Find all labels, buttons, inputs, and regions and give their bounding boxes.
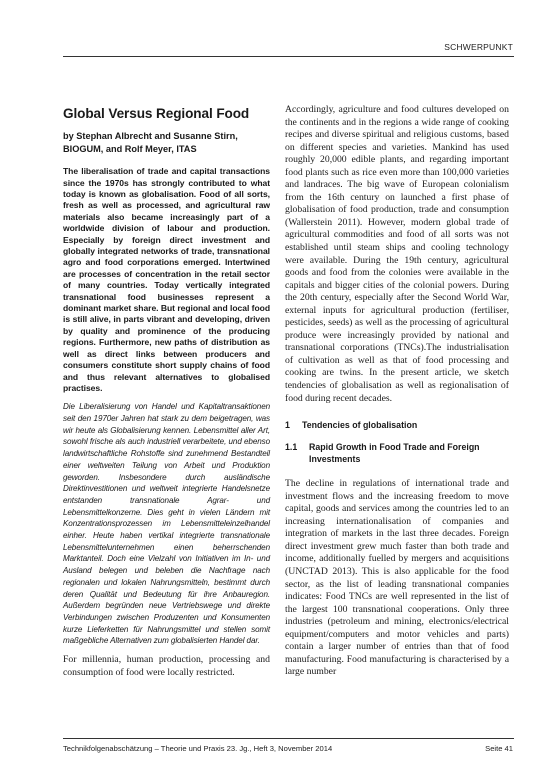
right-column	[285, 104, 509, 679]
article-authors: by Stephan Albrecht and Susanne Stirn, BIOGUM, and Rolf Meyer, ITAS	[63, 131, 238, 154]
page-number: Seite 41	[485, 744, 513, 753]
subsection-title: Rapid Growth in Food Trade and Foreign Investments	[309, 442, 480, 465]
abstract-german: Die Liberalisierung von Handel und Kapitaltransaktionen seit den 1970er Jahren hat stark zu dem beigetragen, was wir heute als Globalisierung kennen. Lebensmittel aller Art, sowohl frische als auch industriell verarbeitete, und ebenso landwirtschaftliche Rohstoffe sind zunehmend Bestandteil einer weltweiten Teilung von Arbeit und Produktion geworden. Insbesondere durch ausländische Direktinvestitionen und weltweit integrierte Handelsnetze entstanden transnationale Agrar- und Lebensmittelkonzerne. Dies geht in vielen Ländern mit Konzentrationsprozessen im Lebensmitteleinzelhandel einher. Heute haben vertikal integrierte transnationale Lebensmittelunternehmen einen beherrschenden Marktanteil. Doch eine Vielzahl von Initiativen im In- und Ausland belegen und beleben die Nachfrage nach regionalen und lokalen Nahrungsmitteln, bestimmt durch deren Qualität und Bedeutung für ihre Anbauregion. Außerdem begründen neue Vertriebswege und direkte Verbindungen zwischen Produzenten und Konsumenten kurze Lieferketten für Nahrungsmittel und stellen somit maßgebliche Alternativen zum globalisierten Handel dar.	[63, 402, 270, 646]
abstract-english: The liberalisation of trade and capital transactions since the 1970s has strongly contributed to what today is known as globalisation. Food of all sorts, fresh as well as processed, and agricultural raw materials also became increasingly part of a worldwide division of labour and production. Especially by foreign direct investment and globally integrated networks of trade, transnational agro and food corporations emerged. Intertwined are processes of concentration in the retail sector of many countries. Today vertically integrated transnational food businesses represent a dominant market share. But regional and local food is still alive, in parts vibrant and developing, driven by quality and prominence of the producing regions. Furthermore, new paths of distribution as well as direct links between producers and consumers constitute short supply chains of food and thus relevant alternatives to globalised practises.	[63, 166, 270, 393]
section-heading-1	[285, 420, 509, 430]
footer-divider	[63, 738, 514, 739]
left-column	[63, 106, 270, 679]
section-label: SCHWERPUNKT	[444, 42, 513, 52]
journal-citation: Technikfolgenabschätzung – Theorie und Praxis 23. Jg., Heft 3, November 2014	[63, 744, 333, 753]
intro-paragraph-continued: Accordingly, agriculture and food cultures developed on the continents and in the regions a wide range of cooking recipes and diverse spiritual and religious customs, based on different species and varieties. Mankind has used roughly 20,000 edible plants, and regarding important food plants such as rice even more than 100,000 varieties and landraces. The big wave of European colonialism from the 16th century on launched a first phase of globalisation of food production, trade and consumption (Wallerstein 2011). However, modern global trade of agricultural commodities and food of all sorts was not established until steam ships and cooling technology were available. During the 19th century, agricultural goods and food from the colonies were available in the capitals and bigger cities of the colonial powers. During the 20th century, especially after the Second World War, external inputs for agricultural production (fertiliser, pesticides, seeds) as well as the processing of agricultural produce were increasingly provided by national and transnational corporations (TNCs).The industrialisation of cultivation as well as that of food processing and cooking are twins. In the present article, we sketch tendencies of globalisation as well as regionalisation of food during recent decades.	[285, 104, 509, 404]
subsection-heading-1-1	[285, 441, 509, 465]
article-title: Global Versus Regional Food	[63, 106, 250, 121]
section-1-1-paragraph: The decline in regulations of international trade and investment flows and the increasing freedom to move capital, goods and services among the countries led to an increasing internationalisation of companies and integration of markets in the last three decades. Foreign direct investment grew much faster than both trade and income, additionally fuelled by mergers and acquisitions (UNCTAD 2013). This is also applicable for the food sector, as the list of leading transnational companies indicates: Food TNCs are well represented in the list of the largest 100 transnational cooperations. Only three industries (petroleum and mining, electronics/electrical equipment/computers and motor vehicles and parts) contain a larger number of entries than that of food manufacturing. Food manufacturing is characterised by a large number	[285, 478, 509, 678]
header-divider	[63, 56, 514, 57]
intro-paragraph-start: For millennia, human production, processing and consumption of food were locally restricted.	[63, 654, 270, 678]
section-number: 1	[285, 420, 290, 431]
section-title: Tendencies of globalisation	[302, 420, 418, 431]
subsection-number: 1.1	[285, 442, 298, 453]
